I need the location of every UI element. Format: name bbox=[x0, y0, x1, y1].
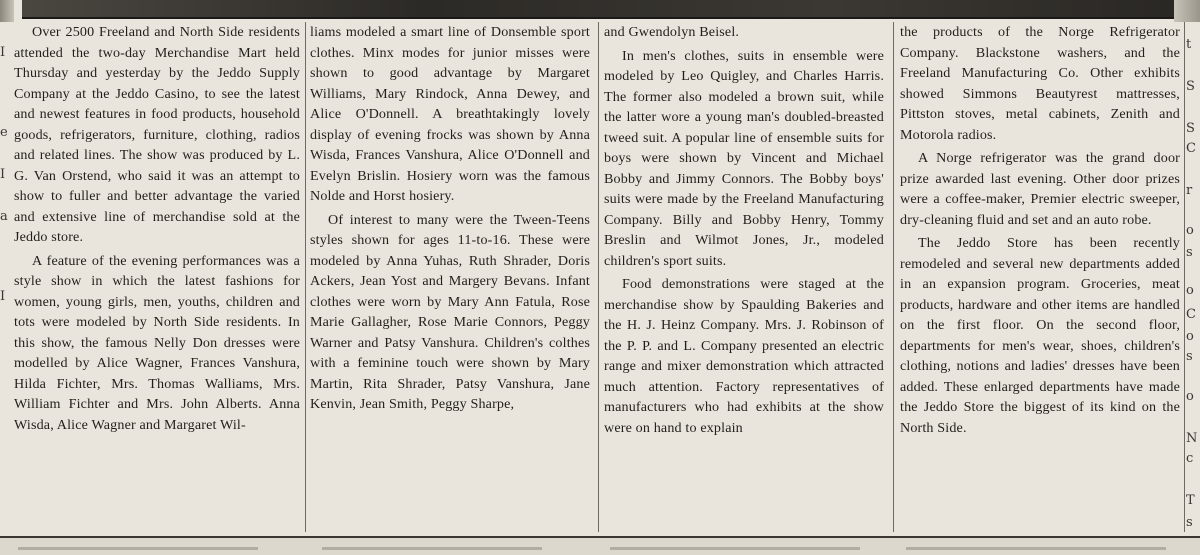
right-margin-char: C bbox=[1186, 141, 1196, 156]
right-margin-fragments bbox=[1186, 24, 1200, 534]
left-margin-char: I bbox=[0, 167, 6, 182]
right-margin-char: s bbox=[1186, 515, 1193, 530]
cut-off-text-line bbox=[906, 547, 1166, 550]
article-column-3 bbox=[604, 22, 884, 438]
photo-edge-top bbox=[0, 0, 1200, 22]
right-margin-char: s bbox=[1186, 349, 1193, 364]
left-margin-char: a bbox=[0, 209, 8, 224]
right-margin-char: t bbox=[1186, 37, 1192, 52]
paragraph-continuation: and Gwendolyn Beisel. bbox=[604, 24, 740, 40]
right-margin-char: S bbox=[1186, 121, 1195, 136]
paragraph-mens-clothes: In men's clothes, suits in ensemble were modeled by Leo Quigley, and Charles Harris. The former also modeled a brown suit, while the latter wore a young man's doubled-breasted tweed suit. A popular line of ensemble suits for boys were shown by Vincent and Michael Bobby and Jimmy Connors. The Bobby boys' suits were made by the Freeland Manufacturing Company. Billy and Bobby Henry, Tommy Breslin and Wilmot Jones, Jr., modeled children's sport suits. bbox=[604, 47, 884, 269]
right-margin-char: o bbox=[1186, 283, 1194, 298]
left-margin-char: e bbox=[0, 125, 8, 140]
right-margin-char: c bbox=[1186, 451, 1194, 466]
photo-bottom-strip bbox=[22, 0, 1174, 19]
cut-off-text-line bbox=[18, 547, 258, 550]
column-divider bbox=[1184, 22, 1185, 532]
right-margin-char: C bbox=[1186, 307, 1196, 322]
right-margin-char: N bbox=[1186, 431, 1198, 446]
right-margin-char: o bbox=[1186, 223, 1194, 238]
right-margin-char: s bbox=[1186, 245, 1193, 260]
right-margin-char: r bbox=[1186, 183, 1193, 198]
paragraph-food-demonstrations: Food demonstrations were staged at the merchandise show by Spaulding Bakeries and the H. J. Heinz Company. Mrs. J. Robinson of the P. P. and L. Company presented an electric range and mixer demonstration which attracted much attention. Factory representatives of manufacturers who had exhibits at the show were on hand to explain bbox=[604, 276, 884, 436]
right-margin-char: o bbox=[1186, 389, 1194, 404]
left-margin-fragments bbox=[0, 22, 10, 532]
article-column-4 bbox=[900, 22, 1180, 438]
next-article-cut-off bbox=[0, 538, 1200, 555]
column-divider bbox=[893, 22, 894, 532]
article-column-2 bbox=[310, 22, 590, 415]
paragraph-tween-teens: Of interest to many were the Tween-Teens styles shown for ages 11-to-16. These were modeled by Anna Yuhas, Ruth Shrader, Doris Ackers, Jean Yost and Margery Bevans. Infant clothes were worn by Mary Ann Fatula, Rose Marie Gallagher, Rose Marie Connors, Peggy Warner and Patsy Vanshura. Children's colthes with a feminine touch were shown by Mary Martin, Rita Shrader, Patsy Vanshura, Jane Kenvin, Jean Smith, Peggy Sharpe, bbox=[310, 211, 590, 412]
photo-left-border bbox=[0, 0, 14, 22]
left-margin-char: I bbox=[0, 289, 6, 304]
photo-right-border bbox=[1174, 0, 1200, 22]
paragraph-continuation: liams modeled a smart line of Donsemble sport clothes. Minx modes for junior misses were shown to good advantage by Margaret Williams, Mary Rindock, Anna Dewey, and Alice O'Donnell. A breathtakingly lovely display of evening frocks was shown by Anna Wisda, Frances Vanshura, Alice O'Donnell and Evelyn Brislin. Hosiery worn was the famous Nolde and Horst hosiery. bbox=[310, 24, 590, 204]
column-divider bbox=[598, 22, 599, 532]
right-margin-char: S bbox=[1186, 79, 1195, 94]
right-margin-char: T bbox=[1186, 493, 1195, 508]
right-margin-char: o bbox=[1186, 329, 1194, 344]
paragraph-door-prizes: A Norge refrigerator was the grand door prize awarded last evening. Other door prizes were a coffee-maker, Premier electric sweeper, dry-cleaning fluid and set and an auto robe. bbox=[900, 150, 1180, 228]
paragraph-merchandise-mart: Over 2500 Freeland and North Side residents attended the two-day Merchandise Mart held Thursday and yesterday by the Jeddo Supply Company at the Jeddo Casino, to see the latest and newest features in food products, household goods, refrigerators, furniture, clothing, radios and related lines. The show was produced by L. G. Van Orstend, who said it was an attempt to show to fuller and better advantage the varied and extensive line of merchandise sold at the Jeddo store. bbox=[14, 24, 300, 245]
paragraph-style-show: A feature of the evening performances was a style show in which the latest fashions for women, young girls, men, youths, children and tots were modeled by North Side residents. In this show, the famous Nelly Don dresses were modelled by Alice Wagner, Frances Vanshura, Hilda Fichter, Mrs. Thomas Walliams, Mrs. William Fichter and Mrs. John Alberts. Anna Wisda, Alice Wagner and Margaret Wil- bbox=[14, 252, 300, 433]
cut-off-text-line bbox=[322, 547, 542, 550]
paragraph-jeddo-store: The Jeddo Store has been recently remodeled and several new departments added in an expansion program. Groceries, meat products, hardware and other items are handled on the first floor. On the second floor, departments for men's wear, shoes, children's clothing, notions and ladies' dresses have been added. These enlarged departments have made the Jeddo Store the biggest of its kind on the North Side. bbox=[900, 235, 1180, 436]
cut-off-text-line bbox=[610, 547, 860, 550]
article-column-1 bbox=[14, 22, 300, 435]
column-divider bbox=[305, 22, 306, 532]
paragraph-continuation: the products of the Norge Refrigerator Company. Blackstone washers, and the Freeland Manufacturing Co. Other exhibits showed Simmons Beautyrest mattresses, Pittston stoves, metal cabinets, Zenith and Motorola radios. bbox=[900, 24, 1180, 143]
left-margin-char: I bbox=[0, 45, 6, 60]
